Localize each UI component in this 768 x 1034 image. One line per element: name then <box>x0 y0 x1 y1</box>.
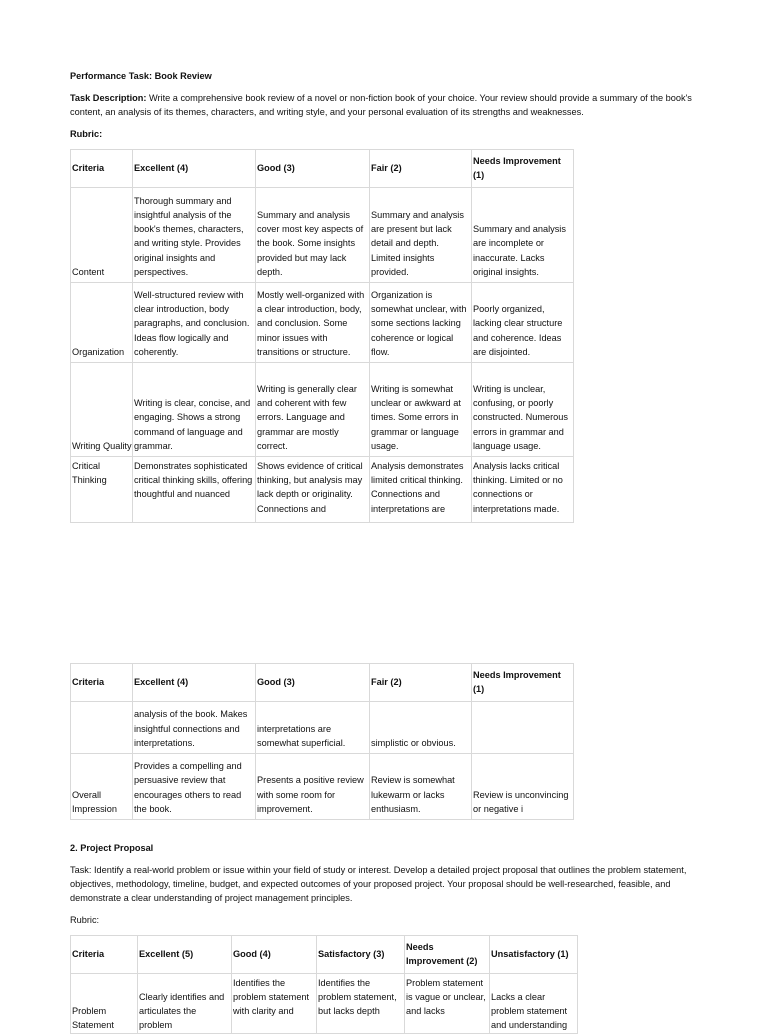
column-header: Criteria <box>71 664 133 702</box>
criteria-cell <box>71 702 133 754</box>
table-row <box>71 283 574 363</box>
task2-description: Task: Identify a real-world problem or issue within your field of study or interest. Develop a detailed project proposal that outlines the problem statement, objectives, methodology, timeline, budget, and expected outcomes of your proposed project. Your proposal should be well-researched, feasible, and demonstrate a clear understanding of project management principles. <box>70 865 687 904</box>
needs-improvement-cell: Analysis lacks critical thinking. Limited or no connections or interpretations made. <box>472 457 574 523</box>
fair-cell: Analysis demonstrates limited critical thinking. Connections and interpretations are <box>370 457 472 523</box>
fair-cell: simplistic or obvious. <box>370 702 472 754</box>
good-cell: Summary and analysis cover most key aspects of the book. Some insights provided but may lack depth. <box>256 188 370 283</box>
needs-improvement-cell <box>472 702 574 754</box>
book-review-rubric-table-continued <box>70 663 574 820</box>
book-review-rubric-table <box>70 149 574 523</box>
criteria-cell: Overall Impression <box>71 754 133 820</box>
column-header: Unsatisfactory (1) <box>490 936 578 974</box>
good-cell: interpretations are somewhat superficial. <box>256 702 370 754</box>
criteria-cell: Writing Quality <box>71 363 133 457</box>
criteria-cell: Organization <box>71 283 133 363</box>
table-row <box>71 457 574 523</box>
table-header-row <box>71 664 574 702</box>
column-header: Excellent (5) <box>138 936 232 974</box>
task2-title: 2. Project Proposal <box>70 843 154 853</box>
fair-cell: Organization is somewhat unclear, with some sections lacking coherence or logical flow. <box>370 283 472 363</box>
fair-cell: Writing is somewhat unclear or awkward at times. Some errors in grammar or language usage. <box>370 363 472 457</box>
task1-title: Performance Task: Book Review <box>70 71 212 81</box>
needs-improvement-cell: Summary and analysis are incomplete or inaccurate. Lacks original insights. <box>472 188 574 283</box>
task1-rubric-label: Rubric: <box>70 129 103 139</box>
task1-description-label: Task Description: <box>70 93 147 103</box>
project-proposal-rubric-table <box>70 935 578 1034</box>
column-header: Fair (2) <box>370 664 472 702</box>
fair-cell: Summary and analysis are present but lack detail and depth. Limited insights provided. <box>370 188 472 283</box>
needs-improvement-cell: Problem statement is vague or unclear, and lacks <box>405 974 490 1034</box>
column-header: Needs Improvement (1) <box>472 664 574 702</box>
excellent-cell: Thorough summary and insightful analysis of the book's themes, characters, and writing style. Provides original insights and perspectives. <box>133 188 256 283</box>
good-cell: Mostly well-organized with a clear introduction, body, and conclusion. Some minor issues with transitions or structure. <box>256 283 370 363</box>
task1-description-text: Write a comprehensive book review of a novel or non-fiction book of your choice. Your review should provide a summary of the book's content, an analysis of its themes, characters, and writing style, and your personal evaluation of its strengths and weaknesses. <box>70 93 692 118</box>
criteria-cell: Critical Thinking <box>71 457 133 523</box>
column-header: Excellent (4) <box>133 664 256 702</box>
column-header: Satisfactory (3) <box>317 936 405 974</box>
task2-rubric-label: Rubric: <box>70 915 100 925</box>
task1-description <box>70 91 710 119</box>
column-header: Criteria <box>71 150 133 188</box>
good-cell: Writing is generally clear and coherent with few errors. Language and grammar are mostly correct. <box>256 363 370 457</box>
fair-cell: Review is somewhat lukewarm or lacks enthusiasm. <box>370 754 472 820</box>
table-row <box>71 754 574 820</box>
unsatisfactory-cell: Lacks a clear problem statement and understanding <box>490 974 578 1034</box>
column-header: Good (4) <box>232 936 317 974</box>
excellent-cell: Demonstrates sophisticated critical thinking skills, offering thoughtful and nuanced <box>133 457 256 523</box>
table-row <box>71 363 574 457</box>
excellent-cell: Provides a compelling and persuasive review that encourages others to read the book. <box>133 754 256 820</box>
table-header-row <box>71 150 574 188</box>
excellent-cell: Well-structured review with clear introduction, body paragraphs, and conclusion. Ideas flow logically and coherently. <box>133 283 256 363</box>
column-header: Fair (2) <box>370 150 472 188</box>
column-header: Excellent (4) <box>133 150 256 188</box>
column-header: Good (3) <box>256 664 370 702</box>
excellent-cell: Clearly identifies and articulates the problem <box>138 974 232 1034</box>
good-cell: Shows evidence of critical thinking, but analysis may lack depth or originality. Connections and <box>256 457 370 523</box>
excellent-cell: analysis of the book. Makes insightful connections and interpretations. <box>133 702 256 754</box>
column-header: Needs Improvement (1) <box>472 150 574 188</box>
table-row <box>71 974 578 1034</box>
good-cell: Identifies the problem statement with clarity and <box>232 974 317 1034</box>
needs-improvement-cell: Writing is unclear, confusing, or poorly constructed. Numerous errors in grammar and language usage. <box>472 363 574 457</box>
needs-improvement-cell: Review is unconvincing or negative i <box>472 754 574 820</box>
table-row <box>71 188 574 283</box>
table-row <box>71 702 574 754</box>
criteria-cell: Content <box>71 188 133 283</box>
column-header: Good (3) <box>256 150 370 188</box>
table-header-row <box>71 936 578 974</box>
column-header: Criteria <box>71 936 138 974</box>
excellent-cell: Writing is clear, concise, and engaging. Shows a strong command of language and grammar. <box>133 363 256 457</box>
needs-improvement-cell: Poorly organized, lacking clear structure and coherence. Ideas are disjointed. <box>472 283 574 363</box>
criteria-cell: Problem Statement <box>71 974 138 1034</box>
satisfactory-cell: Identifies the problem statement, but lacks depth <box>317 974 405 1034</box>
good-cell: Presents a positive review with some room for improvement. <box>256 754 370 820</box>
column-header: Needs Improvement (2) <box>405 936 490 974</box>
